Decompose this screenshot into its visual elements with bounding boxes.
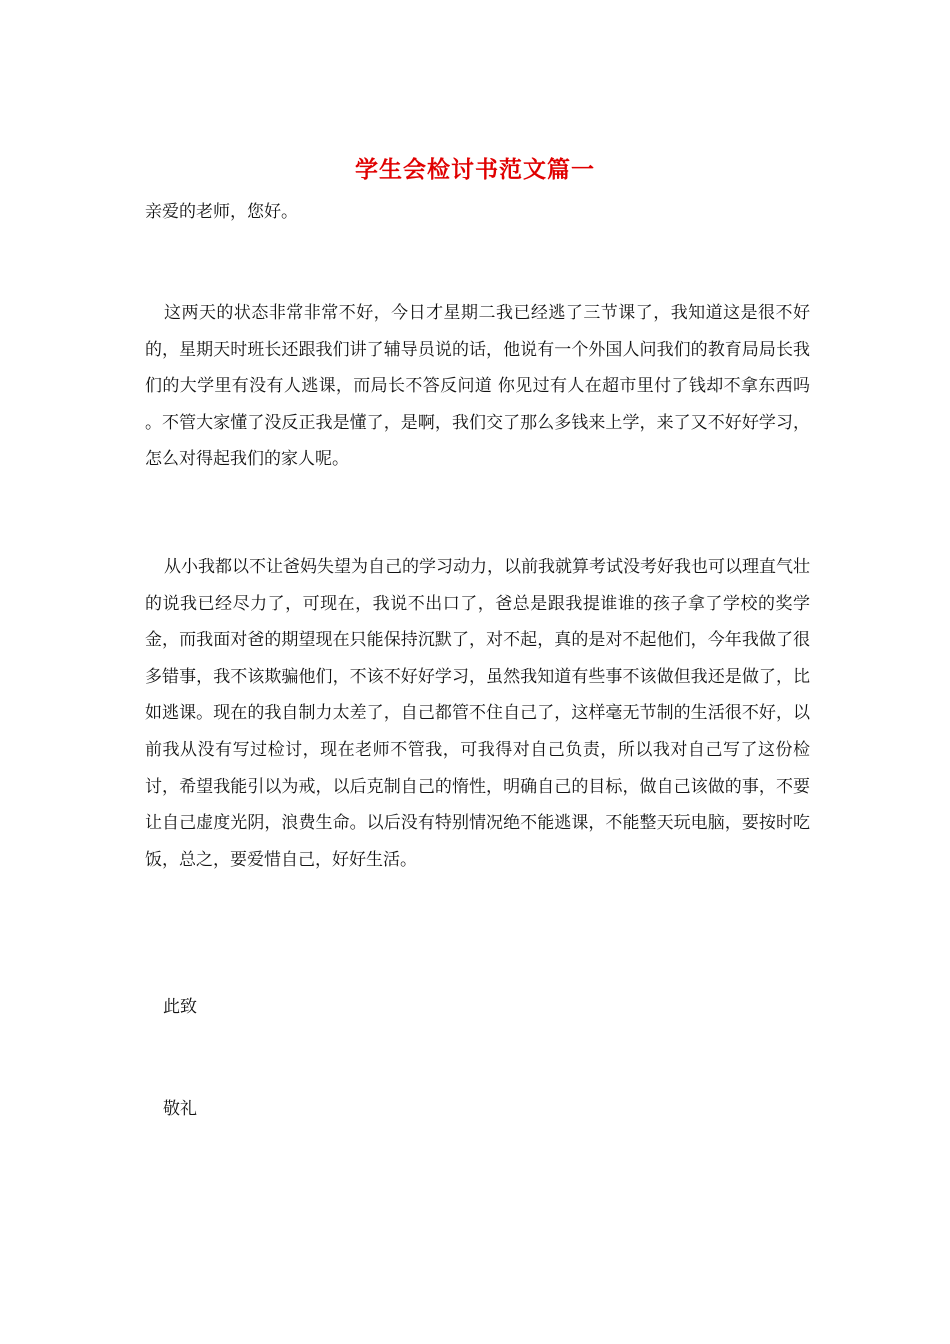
closing-greeting: 此致 — [163, 997, 197, 1017]
closing-salute: 敬礼 — [163, 1099, 197, 1119]
body-paragraph: 这两天的状态非常非常不好，今日才星期二我已经逃了三节课了，我知道这是很不好的，星期天时班长还跟我们讲了辅导员说的话，他说有一个外国人问我们的教育局局长我们的大学里有没有人逃课，而局长不答反问道 你见过有人在超市里付了钱却不拿东西吗 。不管大家懂了没反正我是懂了，是啊，我们交了那么多钱来上学，来了又不好好学习，怎么对得起我们的家人呢。 — [145, 303, 810, 470]
body-paragraph: 从小我都以不让爸妈失望为自己的学习动力，以前我就算考试没考好我也可以理直气壮的说我已经尽力了，可现在，我说不出口了，爸总是跟我提谁谁的孩子拿了学校的奖学金，而我面对爸的期望现在只能保持沉默了，对不起，真的是对不起他们，今年我做了很多错事，我不该欺骗他们，不该不好好学习，虽然我知道有些事不该做但我还是做了，比如逃课。现在的我自制力太差了，自己都管不住自己了，这样毫无节制的生活很不好，以前我从没有写过检讨，现在老师不管我，可我得对自己负责，所以我对自己写了这份检讨，希望我能引以为戒，以后克制自己的惰性，明确自己的目标，做自己该做的事，不要让自己虚度光阴，浪费生命。以后没有特别情况绝不能逃课，不能整天玩电脑，要按时吃饭，总之，要爱惜自己，好好生活。 — [145, 557, 810, 870]
document-title: 学生会检讨书范文篇一 — [355, 156, 595, 183]
salutation: 亲爱的老师，您好。 — [145, 202, 298, 222]
